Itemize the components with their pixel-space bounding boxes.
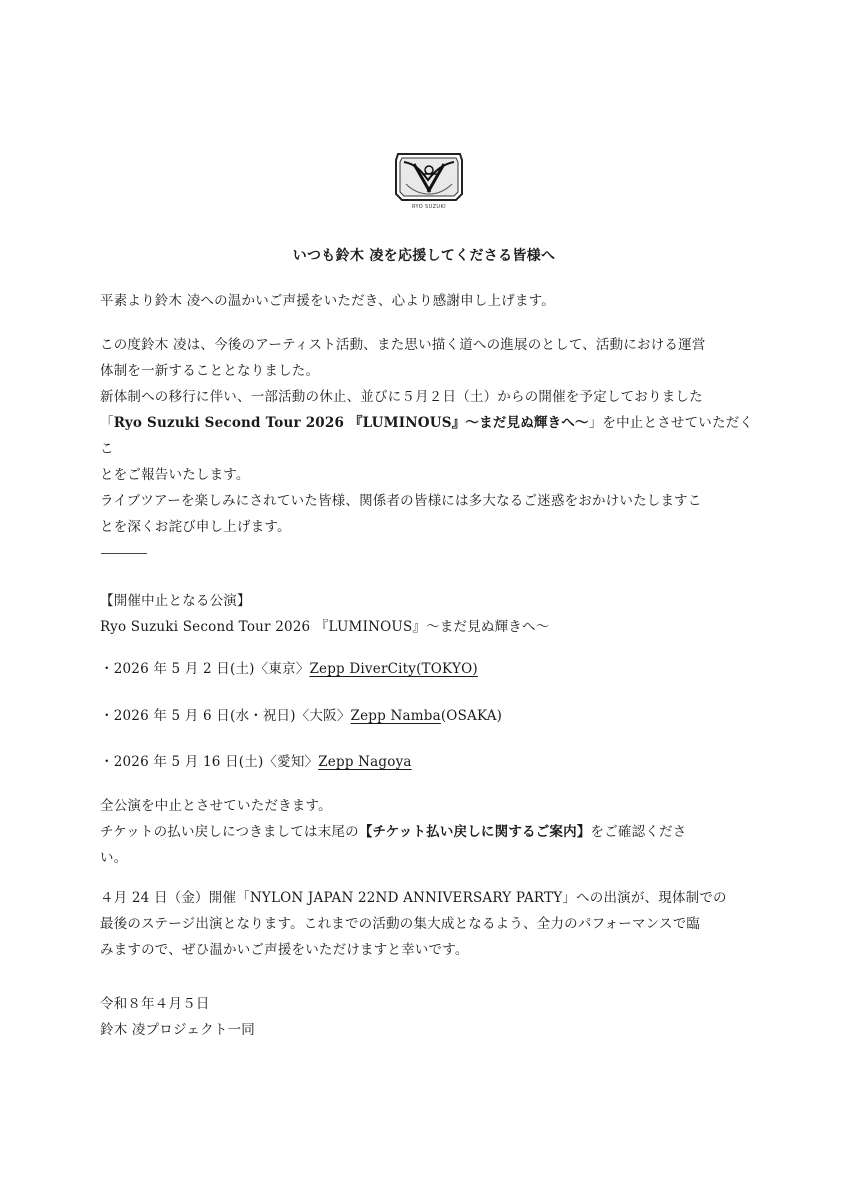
announcement-line: とをご報告いたします。	[100, 467, 250, 483]
signature-date: 令和８年４月５日	[100, 996, 210, 1012]
greeting-line: 平素より鈴木 凌への温かいご声援をいただき、心より感謝申し上げます。	[100, 293, 555, 309]
announcement-line	[100, 410, 760, 462]
refund-paragraph	[100, 793, 760, 871]
show-date: ・2026 年 5 月 6 日(水・祝日)〈大阪〉	[100, 708, 351, 724]
refund-text: をご確認くださ	[590, 824, 687, 840]
greeting-paragraph	[100, 288, 760, 314]
venue-city: (TOKYO)	[416, 661, 478, 677]
show-item	[100, 656, 760, 682]
signature	[100, 991, 760, 1043]
announcement-line: とを深くお詫び申し上げます。	[100, 519, 291, 535]
page-title: いつも鈴木 凌を応援してくださる皆様へ	[292, 248, 556, 264]
refund-text: チケットの払い戻しにつきましては末尾の	[100, 824, 359, 840]
venue-name: Zepp DiverCity	[309, 661, 417, 677]
final-stage-paragraph	[100, 885, 760, 963]
final-stage-line: みますので、ぜひ温かいご声援をいただけますと幸いです。	[100, 942, 469, 958]
venue-link[interactable]	[309, 661, 477, 677]
refund-line	[100, 819, 760, 845]
show-date: ・2026 年 5 月 2 日(土)〈東京〉	[100, 661, 310, 677]
venue-link[interactable]: Zepp Namba	[350, 708, 441, 724]
signature-sender: 鈴木 凌プロジェクト一同	[100, 1022, 255, 1038]
final-stage-line: ４月 24 日（金）開催「NYLON JAPAN 22ND ANNIVERSARY PARTY」への出演が、現体制での	[100, 890, 727, 906]
emblem-graphic	[392, 150, 466, 204]
show-item	[100, 749, 760, 775]
announcement-line: 新体制への移行に伴い、一部活動の休止、並びに５月２日（土）からの開催を予定しておりました	[100, 389, 703, 405]
emblem-logo	[392, 150, 466, 218]
refund-guide-bold: 【チケット払い戻しに関するご案内】	[358, 824, 591, 840]
cancelled-section-header	[100, 588, 760, 640]
announcement-paragraph	[100, 332, 760, 540]
announcement-line: この度鈴木 凌は、今後のアーティスト活動、また思い描く道への進展のとして、活動における運営	[100, 337, 706, 353]
cancelled-heading: 【開催中止となる公演】	[100, 593, 251, 609]
tour-title-bold: Ryo Suzuki Second Tour 2026 『LUMINOUS』～まだ見ぬ輝きへ～	[113, 415, 589, 431]
show-date: ・2026 年 5 月 16 日(土)〈愛知〉	[100, 754, 319, 770]
announcement-line: 体制を一新することとなりました。	[100, 363, 320, 379]
cancelled-tour-name: Ryo Suzuki Second Tour 2026 『LUMINOUS』～まだ見ぬ輝きへ～	[100, 619, 550, 635]
announcement-line: ライブツアーを楽しみにされていた皆様、関係者の皆様には多大なるご迷惑をおかけいたしますこ	[100, 493, 702, 509]
final-stage-line: 最後のステージ出演となります。これまでの活動の集大成となるよう、全力のパフォーマンスで臨	[100, 916, 701, 932]
bracket-open: 「	[100, 415, 114, 431]
venue-city: (OSAKA)	[440, 708, 503, 724]
divider	[101, 553, 147, 554]
emblem-wordmark: RYO SUZUKI	[411, 204, 447, 210]
refund-line: い。	[100, 850, 128, 866]
venue-link[interactable]: Zepp Nagoya	[318, 754, 412, 770]
show-item	[100, 703, 760, 729]
announcement-text: 」を中止とさせていただくこ	[100, 415, 754, 457]
refund-line: 全公演を中止とさせていただきます。	[100, 798, 332, 814]
